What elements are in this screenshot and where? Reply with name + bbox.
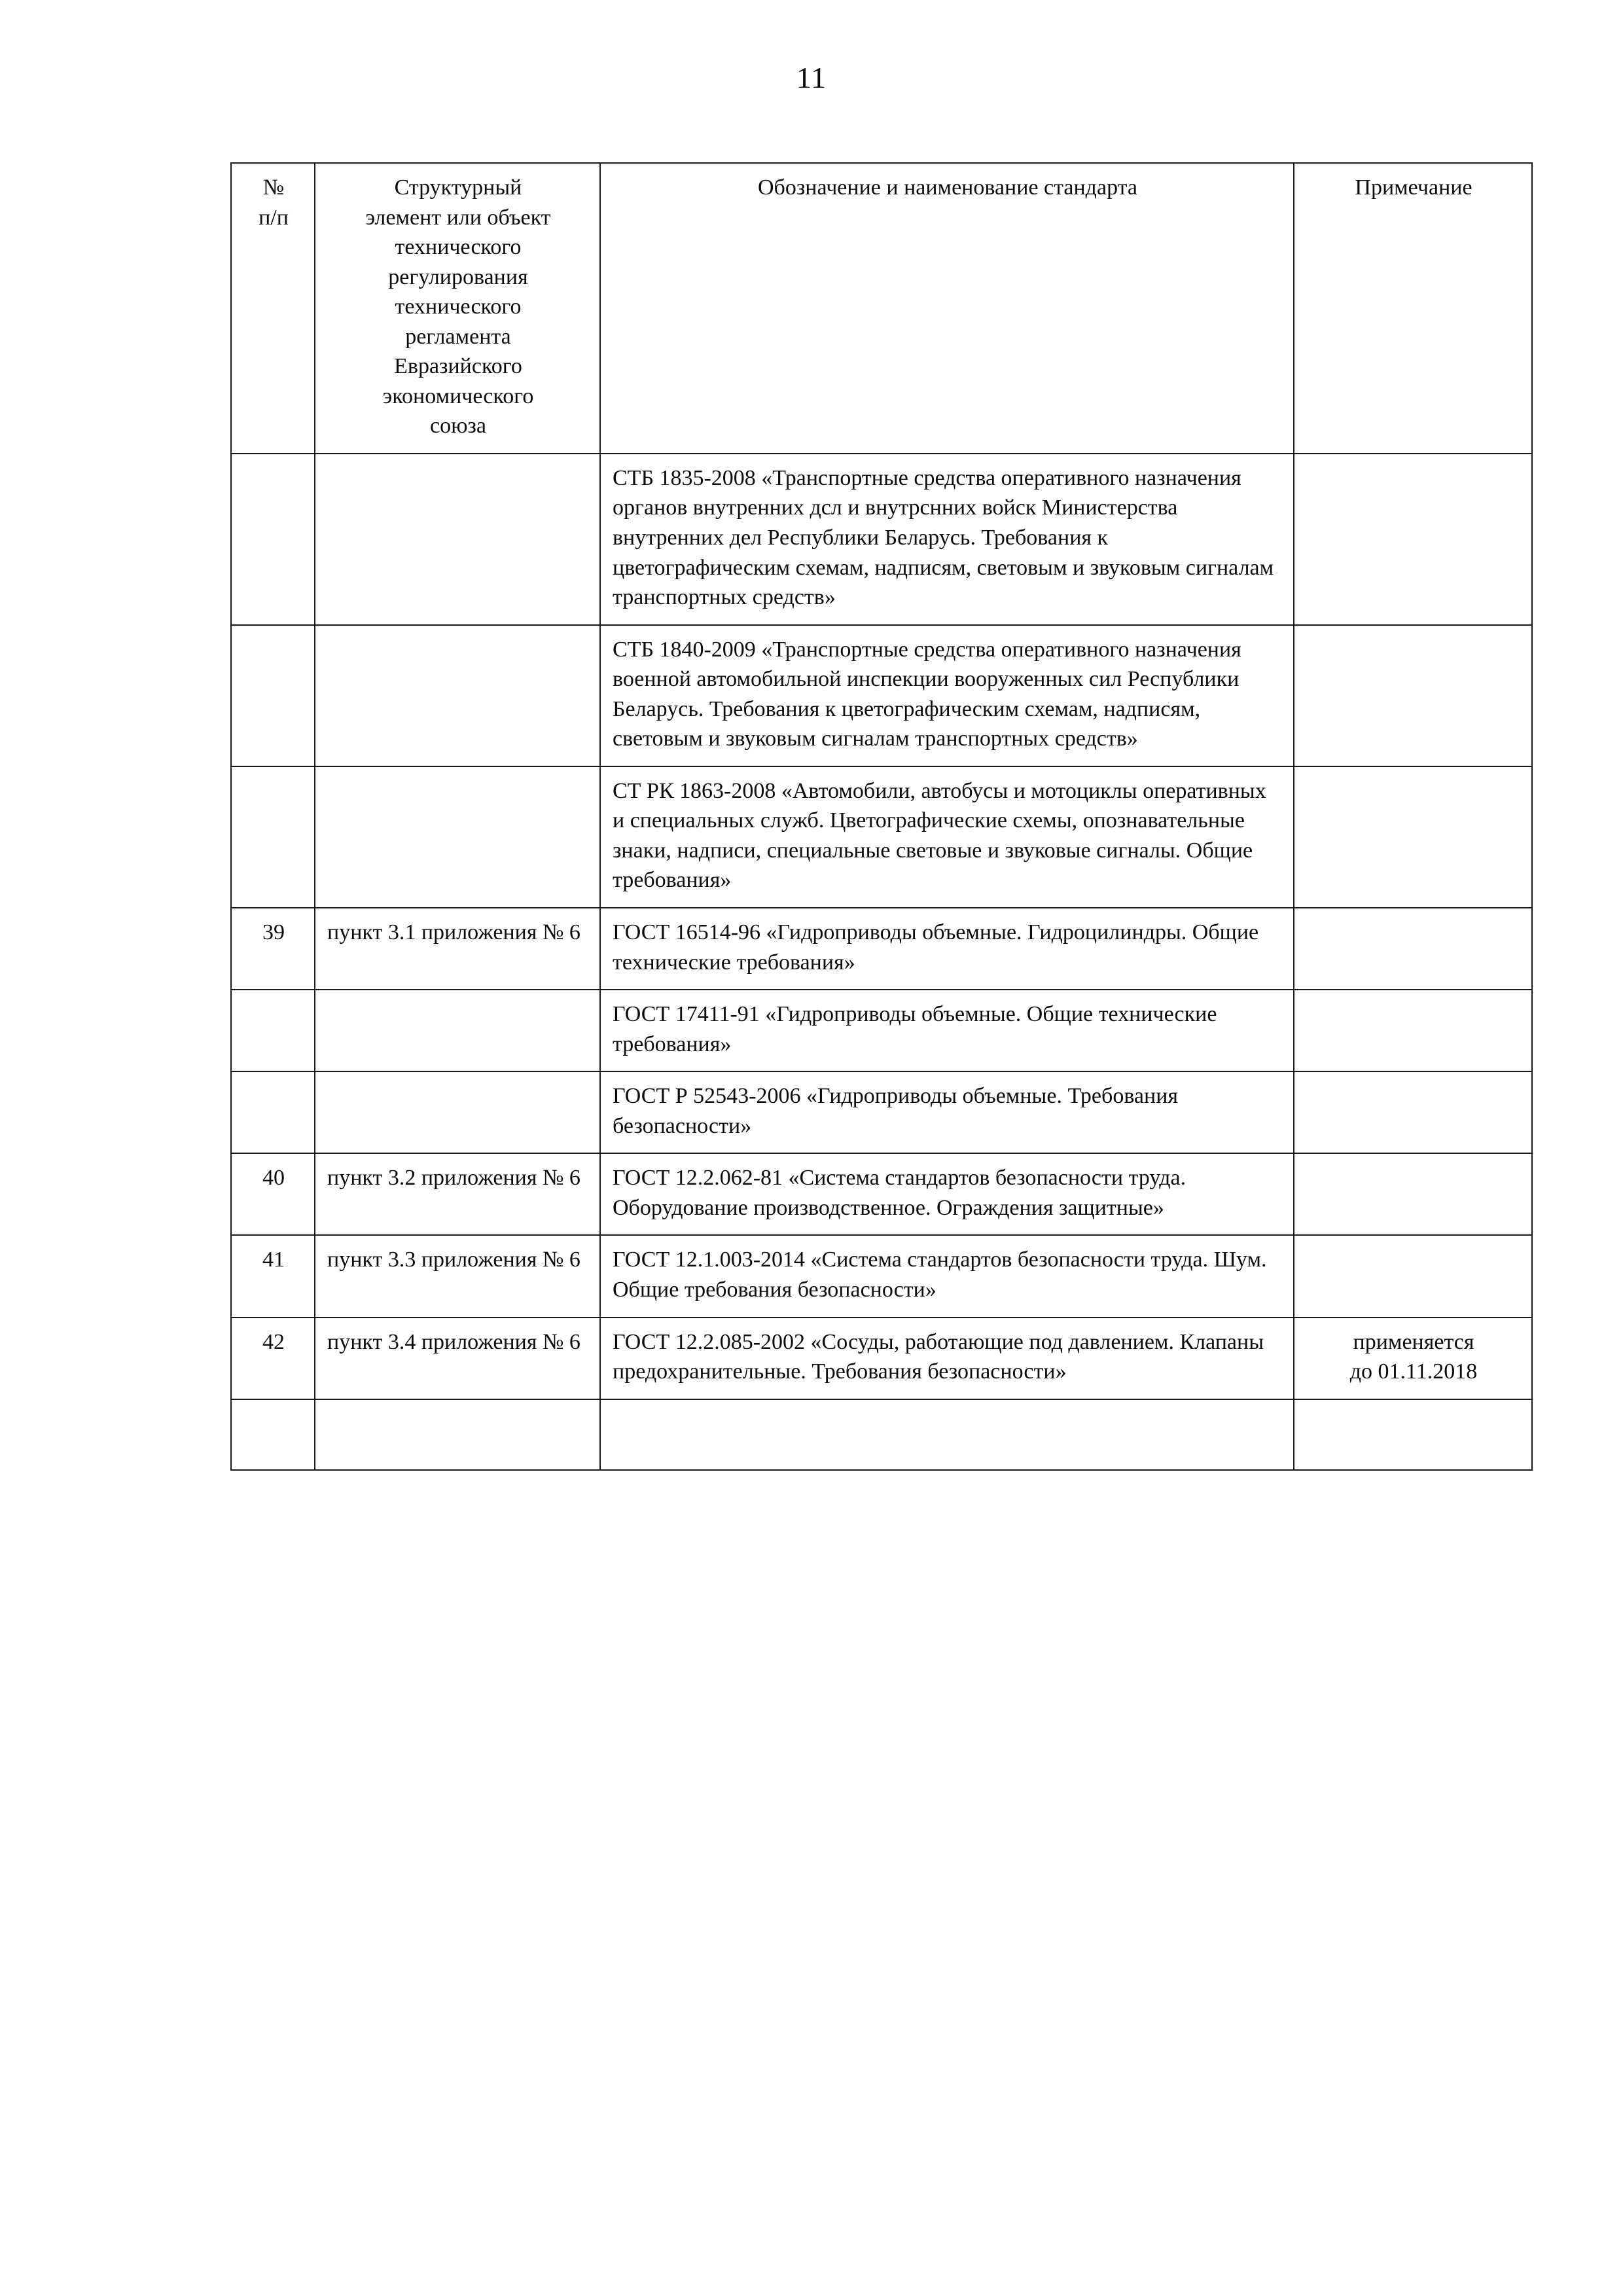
row-element-empty [315,1399,600,1470]
header-element-line-4: регулирования [388,264,528,289]
header-cell-number [231,163,315,454]
row-note [1294,454,1532,625]
row-standard: ГОСТ 17411-91 «Гидроприводы объемные. Общие технические требования» [600,990,1294,1071]
row-element [315,990,600,1071]
table-row [231,990,1532,1071]
header-element-line-7: Евразийского [394,354,522,379]
row-note [1294,1071,1532,1153]
row-standard: СТБ 1835-2008 «Транспортные средства оперативного назначения органов внутренних дсл и внутрснних войск Министерства внутренних дел Республики Беларусь. Требования к цветографическим схемам, надписям, световым и звуковым сигналам транспортных средств» [600,454,1294,625]
row-standard: ГОСТ 12.2.085-2002 «Сосуды, работающие под давлением. Клапаны предохранительные. Требования безопасности» [600,1318,1294,1399]
header-cell-note: Примечание [1294,163,1532,454]
header-number-line-2: п/п [259,205,289,230]
row-standard: СТ РК 1863-2008 «Автомобили, автобусы и мотоциклы оперативных и специальных служб. Цветографические схемы, опознавательные знаки, надписи, специальные световые и звуковые сигналы. Общие требования» [600,766,1294,908]
row-element: пункт 3.4 приложения № 6 [315,1318,600,1399]
page-number: 11 [796,61,827,94]
row-note [1294,625,1532,766]
row-number-empty [231,1399,315,1470]
row-standard: ГОСТ 12.2.062-81 «Система стандартов безопасности труда. Оборудование производственное. Ограждения защитные» [600,1153,1294,1235]
row-number [231,1071,315,1153]
row-note [1294,766,1532,908]
header-element-line-2: элемент или объект [365,205,551,230]
row-note-empty [1294,1399,1532,1470]
row-number: 39 [231,908,315,990]
row-note [1294,908,1532,990]
standards-table [230,162,1533,1471]
table-row [231,1071,1532,1153]
row-standard: ГОСТ 16514-96 «Гидроприводы объемные. Гидроцилиндры. Общие технические требования» [600,908,1294,990]
header-cell-standard: Обозначение и наименование стандарта [600,163,1294,454]
row-element [315,766,600,908]
row-element: пункт 3.1 приложения № 6 [315,908,600,990]
row-note: применяется до 01.11.2018 [1294,1318,1532,1399]
header-number-line-1: № [262,175,285,200]
row-standard: ГОСТ 12.1.003-2014 «Система стандартов безопасности труда. Шум. Общие требования безопасности» [600,1235,1294,1317]
table-row [231,1153,1532,1235]
row-standard: СТБ 1840-2009 «Транспортные средства оперативного назначения военной автомобильной инспекции вооруженных сил Республики Беларусь. Требования к цветографическим схемам, надписям, световым и звуковым сигналам транспортных средств» [600,625,1294,766]
row-number [231,625,315,766]
row-number [231,766,315,908]
row-element [315,454,600,625]
row-standard-empty [600,1399,1294,1470]
header-element-line-5: технического [395,295,522,319]
table-row [231,625,1532,766]
standards-table-container [230,162,1531,1471]
row-element [315,1071,600,1153]
row-number [231,990,315,1071]
table-row [231,454,1532,625]
table-row [231,908,1532,990]
header-element-line-3: технического [395,235,522,260]
row-number: 40 [231,1153,315,1235]
table-row [231,1235,1532,1317]
header-element-line-8: экономического [382,384,534,408]
table-header-row [231,163,1532,454]
row-number [231,454,315,625]
row-number: 41 [231,1235,315,1317]
row-number: 42 [231,1318,315,1399]
row-element [315,625,600,766]
row-note [1294,990,1532,1071]
row-note [1294,1153,1532,1235]
table-row [231,766,1532,908]
header-element-line-9: союза [429,414,486,439]
header-element-line-6: регламента [405,324,511,349]
row-element: пункт 3.2 приложения № 6 [315,1153,600,1235]
table-row-empty [231,1399,1532,1470]
row-standard: ГОСТ Р 52543-2006 «Гидроприводы объемные. Требования безопасности» [600,1071,1294,1153]
row-element: пункт 3.3 приложения № 6 [315,1235,600,1317]
header-element-line-1: Структурный [394,175,522,200]
row-note [1294,1235,1532,1317]
header-cell-element [315,163,600,454]
table-row [231,1318,1532,1399]
